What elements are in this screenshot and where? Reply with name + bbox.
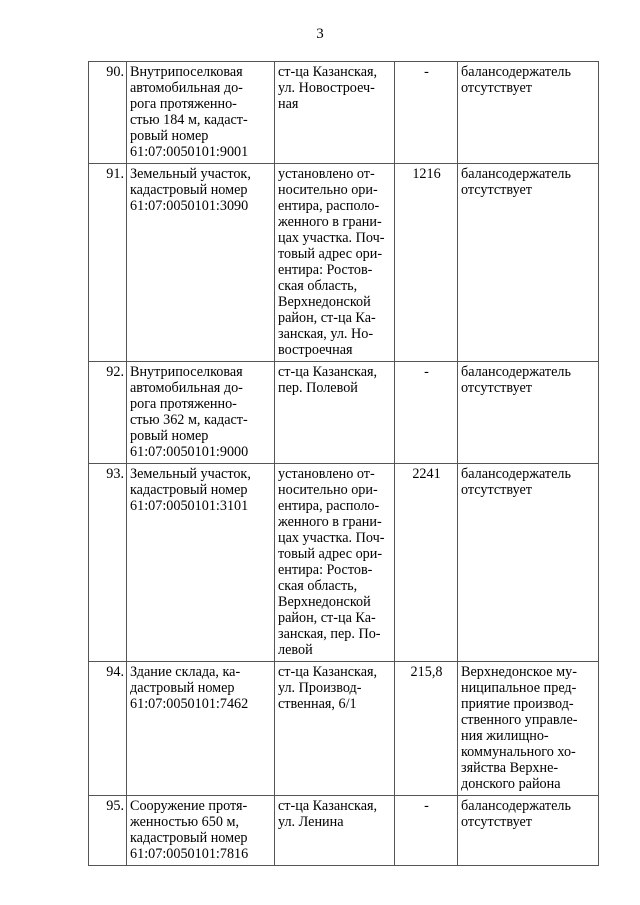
row-number: 95. (89, 796, 127, 866)
name-line: женностью 650 м, (130, 814, 240, 830)
address-line: ст-ца Казанская, (278, 364, 378, 380)
address-line: установлено от- (278, 466, 375, 482)
address-line: ул. Новостроеч- (278, 80, 375, 96)
address-line: ская область, (278, 578, 358, 594)
name-line: автомобильная до- (130, 80, 243, 96)
owner-line: отсутствует (461, 482, 532, 498)
table-row (89, 62, 599, 164)
name-line: 61:07:0050101:7816 (130, 846, 249, 862)
name-line: Земельный участок, (130, 466, 251, 482)
object-address (275, 464, 395, 662)
name-line: Внутрипоселковая (130, 364, 243, 380)
address-line: носительно ори- (278, 182, 378, 198)
balance-holder (458, 662, 599, 796)
row-number: 91. (89, 164, 127, 362)
object-description (127, 662, 275, 796)
balance-holder (458, 796, 599, 866)
address-line: ская область, (278, 278, 358, 294)
owner-line: отсутствует (461, 814, 532, 830)
owner-line: отсутствует (461, 80, 532, 96)
name-line: Земельный участок, (130, 166, 251, 182)
address-line: Верхнедонской (278, 594, 371, 610)
address-line: ственная, 6/1 (278, 696, 357, 712)
row-number: 94. (89, 662, 127, 796)
table-row (89, 796, 599, 866)
address-line: цах участка. Поч- (278, 230, 385, 246)
address-line: востроечная (278, 342, 353, 358)
name-line: стью 184 м, кадаст- (130, 112, 248, 128)
object-description (127, 362, 275, 464)
page-number: 3 (316, 26, 324, 42)
object-size: - (395, 62, 458, 164)
name-line: рога протяженно- (130, 396, 237, 412)
name-line: рога протяженно- (130, 96, 237, 112)
name-line: кадастровый номер (130, 830, 248, 846)
object-address (275, 796, 395, 866)
address-line: пер. Полевой (278, 380, 358, 396)
name-line: 61:07:0050101:9001 (130, 144, 249, 160)
name-line: ровый номер (130, 428, 209, 444)
address-line: ная (278, 96, 299, 112)
name-line: кадастровый номер (130, 482, 248, 498)
owner-line: отсутствует (461, 380, 532, 396)
name-line: 61:07:0050101:3101 (130, 498, 249, 514)
owner-line: ния жилищно- (461, 728, 549, 744)
address-line: ентира, располо- (278, 198, 380, 214)
balance-holder (458, 464, 599, 662)
name-line: 61:07:0050101:3090 (130, 198, 249, 214)
object-address (275, 62, 395, 164)
address-line: район, ст-ца Ка- (278, 610, 376, 626)
table-row (89, 464, 599, 662)
address-line: занская, пер. По- (278, 626, 381, 642)
balance-holder (458, 362, 599, 464)
name-line: 61:07:0050101:9000 (130, 444, 249, 460)
owner-line: балансодержатель (461, 364, 571, 380)
name-line: Здание склада, ка- (130, 664, 241, 680)
object-size: 1216 (395, 164, 458, 362)
owner-line: ственного управле- (461, 712, 578, 728)
row-number: 93. (89, 464, 127, 662)
row-number: 92. (89, 362, 127, 464)
address-line: товый адрес ори- (278, 246, 383, 262)
address-line: занская, ул. Но- (278, 326, 374, 342)
address-line: район, ст-ца Ка- (278, 310, 376, 326)
address-line: женного в грани- (278, 514, 382, 530)
address-line: цах участка. Поч- (278, 530, 385, 546)
owner-line: коммунального хо- (461, 744, 576, 760)
table-row (89, 164, 599, 362)
address-line: ст-ца Казанская, (278, 664, 378, 680)
name-line: 61:07:0050101:7462 (130, 696, 249, 712)
address-line: женного в грани- (278, 214, 382, 230)
address-line: носительно ори- (278, 482, 378, 498)
owner-line: балансодержатель (461, 466, 571, 482)
table-row (89, 662, 599, 796)
object-description (127, 164, 275, 362)
object-address (275, 362, 395, 464)
address-line: ст-ца Казанская, (278, 798, 378, 814)
owner-line: балансодержатель (461, 166, 571, 182)
name-line: Сооружение протя- (130, 798, 248, 814)
balance-holder (458, 164, 599, 362)
name-line: Внутрипоселковая (130, 64, 243, 80)
object-address (275, 662, 395, 796)
row-number: 90. (89, 62, 127, 164)
address-line: товый адрес ори- (278, 546, 383, 562)
owner-line: Верхнедонское му- (461, 664, 577, 680)
owner-line: приятие производ- (461, 696, 574, 712)
name-line: дастровый номер (130, 680, 235, 696)
object-description (127, 464, 275, 662)
balance-holder (458, 62, 599, 164)
address-line: Верхнедонской (278, 294, 371, 310)
owner-line: зяйства Верхне- (461, 760, 559, 776)
address-line: левой (278, 642, 313, 658)
object-size: - (395, 796, 458, 866)
name-line: автомобильная до- (130, 380, 243, 396)
address-line: ул. Ленина (278, 814, 344, 830)
object-description (127, 796, 275, 866)
object-size: - (395, 362, 458, 464)
name-line: ровый номер (130, 128, 209, 144)
name-line: кадастровый номер (130, 182, 248, 198)
table-row (89, 362, 599, 464)
object-description (127, 62, 275, 164)
owner-line: ниципальное пред- (461, 680, 577, 696)
owner-line: балансодержатель (461, 64, 571, 80)
name-line: стью 362 м, кадаст- (130, 412, 248, 428)
object-address (275, 164, 395, 362)
property-registry-table (88, 61, 599, 866)
address-line: ул. Производ- (278, 680, 362, 696)
address-line: ентира: Ростов- (278, 562, 373, 578)
object-size: 215,8 (395, 662, 458, 796)
owner-line: донского района (461, 776, 561, 792)
address-line: ентира, располо- (278, 498, 380, 514)
owner-line: отсутствует (461, 182, 532, 198)
address-line: ст-ца Казанская, (278, 64, 378, 80)
address-line: ентира: Ростов- (278, 262, 373, 278)
owner-line: балансодержатель (461, 798, 571, 814)
address-line: установлено от- (278, 166, 375, 182)
object-size: 2241 (395, 464, 458, 662)
